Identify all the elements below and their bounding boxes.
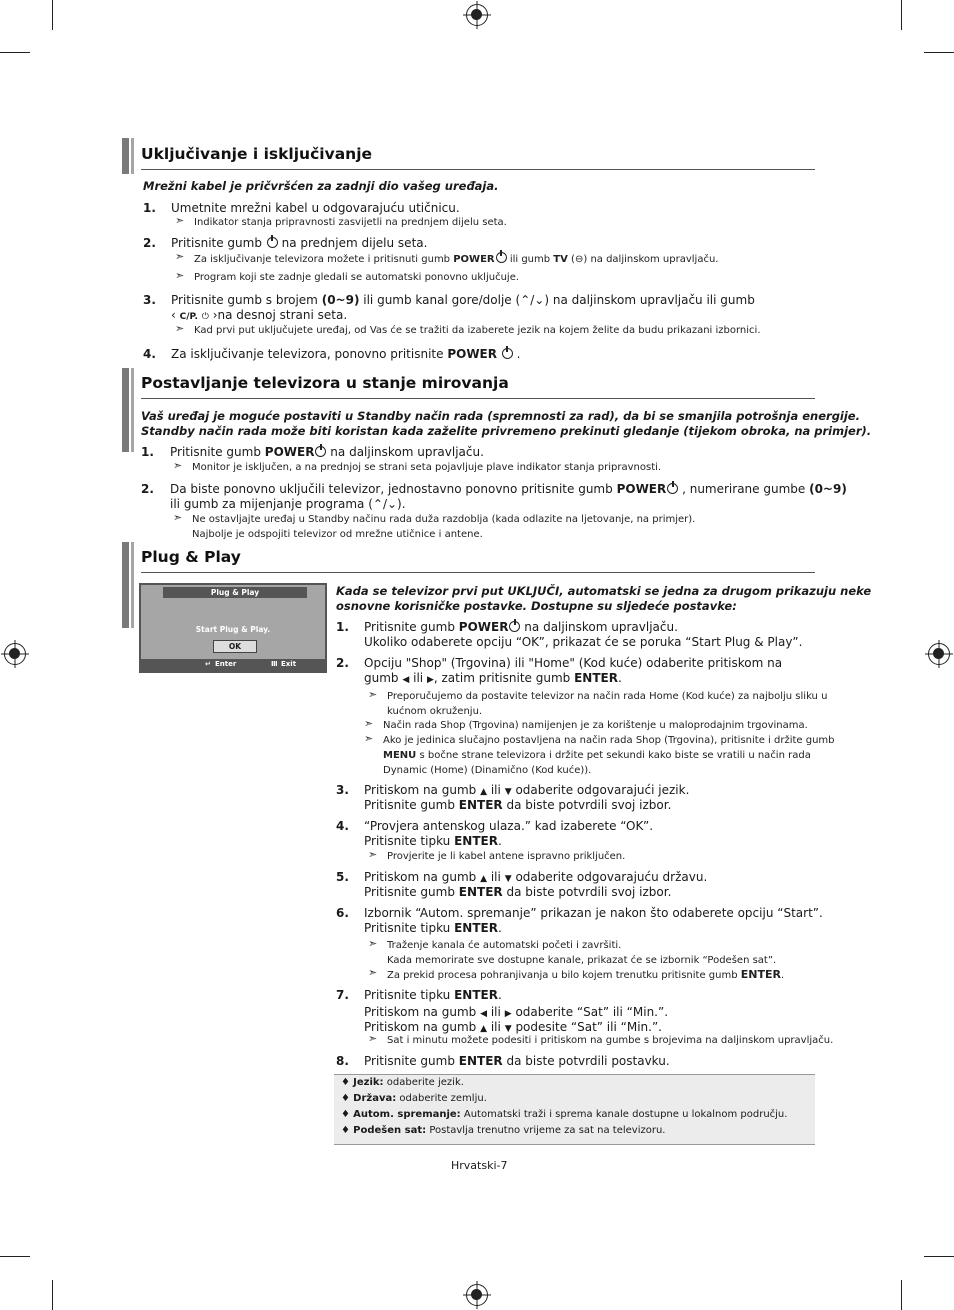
section-bar (122, 368, 129, 452)
power-icon (315, 446, 326, 457)
step-note: kućnom okruženju. (387, 706, 483, 717)
step-note: Način rada Shop (Trgovina) namijenjen je za korištenje u maloprodajnim trgovinama. (383, 720, 808, 731)
crop-mark (924, 1256, 954, 1257)
registration-mark-icon (928, 643, 950, 665)
section-title: Plug & Play (141, 548, 241, 566)
page-footer: Hrvatski-7 (451, 1159, 508, 1172)
osd-message: Start Plug & Play. (195, 625, 271, 634)
section-intro: Mrežni kabel je pričvršćen za zadnji dio vašeg uređaja. (143, 179, 499, 193)
arrow-down-icon: ▼ (504, 1024, 512, 1034)
settings-legend (334, 1074, 815, 1145)
tv-icon: ⊖ (574, 254, 584, 265)
step-text: Pritiskom na gumb ◀ ili ▶ odaberite “Sat” ili “Min.”. (364, 1005, 669, 1019)
section-bar (122, 542, 129, 628)
note-arrow-icon: ➣ (173, 511, 183, 524)
step-number: 3. (143, 293, 156, 307)
note-arrow-icon: ➣ (175, 214, 185, 227)
arrow-left-icon: ◀ (480, 1009, 488, 1019)
step-number: 3. (336, 783, 349, 797)
step-text: Pritisnite gumb ENTER da biste potvrdili postavku. (364, 1054, 670, 1068)
step-note: Provjerite je li kabel antene ispravno priključen. (387, 851, 626, 862)
step-text: Ukoliko odaberete opciju “OK”, prikazat će se poruka “Start Plug & Play”. (364, 635, 803, 649)
power-icon (509, 621, 520, 632)
note-arrow-icon: ➣ (368, 937, 378, 950)
step-text: gumb ◀ ili ▶, zatim pritisnite gumb ENTER. (364, 671, 622, 685)
osd-ok-button[interactable]: OK (213, 640, 257, 653)
channel-up-icon: ⌃ (520, 293, 531, 307)
osd-exit-label: Exit (281, 660, 297, 668)
note-arrow-icon: ➣ (173, 459, 183, 472)
arrow-right-icon: ▶ (504, 1009, 512, 1019)
step-number: 6. (336, 906, 349, 920)
step-note: Za isključivanje televizora možete i pritisnuti gumb POWER ili gumb TV (⊖) na daljinskom upravljaču. (194, 254, 719, 265)
step-note: Kada memorirate sve dostupne kanale, prikazat će se izbornik “Podešen sat”. (387, 955, 777, 966)
step-number: 4. (143, 347, 156, 361)
section-title: Uključivanje i isključivanje (141, 145, 373, 163)
legend-item: ♦ Država: odaberite zemlju. (341, 1093, 487, 1104)
legend-item: ♦ Autom. spremanje: Automatski traži i sprema kanale dostupne u lokalnom području. (341, 1109, 788, 1120)
step-number: 1. (141, 445, 154, 459)
crop-mark (52, 1280, 53, 1310)
step-note: Program koji ste zadnje gledali se automatski ponovno uključuje. (194, 272, 520, 283)
step-text: Pritisnite gumb ENTER da biste potvrdili svoj izbor. (364, 798, 672, 812)
registration-mark-icon (466, 1284, 488, 1306)
section-rule (141, 572, 815, 573)
note-arrow-icon: ➣ (175, 269, 185, 282)
section-title: Postavljanje televizora u stanje mirovanja (141, 374, 509, 392)
step-note: Ne ostavljajte uređaj u Standby načinu rada duža razdoblja (kada odlazite na ljetovanje, na primjer). (192, 514, 696, 525)
step-note: Kad prvi put uključujete uređaj, od Vas će se tražiti da izaberete jezik na kojem želite da budu prikazani izbornici. (194, 325, 761, 336)
step-text: Za isključivanje televizora, ponovno pritisnite POWER . (171, 347, 521, 361)
step-note: Ako je jedinica slučajno postavljena na način rada Shop (Trgovina), pritisnite i držite gumb (383, 735, 835, 746)
step-text: Pritisnite gumb na prednjem dijelu seta. (171, 236, 428, 250)
section-bar (131, 138, 134, 174)
note-arrow-icon: ➣ (364, 717, 374, 730)
step-number: 2. (336, 656, 349, 670)
channel-up-icon: ⌃ (372, 497, 383, 511)
step-text: Pritisnite gumb POWER na daljinskom upravljaču. (364, 620, 678, 634)
step-text: Pritiskom na gumb ▲ ili ▼ podesite “Sat” ili “Min.”. (364, 1020, 662, 1034)
step-text: Pritisnite gumb s brojem (0~9) ili gumb kanal gore/dolje (⌃/⌄) na daljinskom upravljaču ili gumb (171, 293, 755, 307)
crop-mark (0, 52, 30, 53)
step-number: 1. (336, 620, 349, 634)
chevron-right-icon: › (212, 308, 218, 322)
crop-mark (901, 1280, 902, 1310)
step-text: Opciju "Shop" (Trgovina) ili "Home" (Kod kuće) odaberite pritiskom na (364, 656, 783, 670)
note-arrow-icon: ➣ (368, 966, 378, 979)
section-intro: Standby način rada može biti koristan kada zaželite privremeno prekinuti gledanje (tijekom obroka, na primjer). (141, 424, 872, 438)
step-number: 5. (336, 870, 349, 884)
note-arrow-icon: ➣ (175, 322, 185, 335)
note-arrow-icon: ➣ (368, 1032, 378, 1045)
step-note: MENU s bočne strane televizora i držite pet sekundi kako biste se vratili u način rada (383, 750, 811, 761)
step-number: 2. (143, 236, 156, 250)
step-note: Indikator stanja pripravnosti zasvijetli na prednjem dijelu seta. (194, 217, 507, 228)
exit-icon: Ⅲ (271, 660, 278, 668)
step-note: Dynamic (Home) (Dinamično (Kod kuće)). (383, 765, 592, 776)
registration-mark-icon (4, 643, 26, 665)
arrow-left-icon: ◀ (402, 675, 410, 685)
step-number: 8. (336, 1054, 349, 1068)
step-text: Da biste ponovno uključili televizor, jednostavno ponovno pritisnite gumb POWER , numerirane gumbe (0~9) (170, 482, 847, 496)
step-note: Preporučujemo da postavite televizor na način rada Home (Kod kuće) za najbolju sliku u (387, 691, 828, 702)
power-icon (502, 348, 513, 359)
step-text: Umetnite mrežni kabel u odgovarajuću utičnicu. (171, 201, 460, 215)
legend-item: ♦ Jezik: odaberite jezik. (341, 1077, 464, 1088)
arrow-right-icon: ▶ (426, 675, 434, 685)
registration-mark-icon (466, 4, 488, 26)
crop-mark (924, 52, 954, 53)
osd-title: Plug & Play (163, 587, 307, 598)
arrow-down-icon: ▼ (504, 787, 512, 797)
step-text: Pritisnite tipku ENTER. (364, 921, 502, 935)
arrow-down-icon: ▼ (504, 874, 512, 884)
step-text: Pritisnite tipku ENTER. (364, 988, 502, 1002)
section-bar (131, 542, 134, 628)
step-text: Pritisnite gumb ENTER da biste potvrdili svoj izbor. (364, 885, 672, 899)
legend-item: ♦ Podešen sat: Postavlja trenutno vrijeme za sat na televizoru. (341, 1125, 666, 1136)
step-text: ili gumb za mijenjanje programa (⌃/⌄). (170, 497, 406, 511)
crop-mark (52, 0, 53, 30)
channel-down-icon: ⌄ (386, 497, 398, 511)
power-icon (496, 252, 507, 263)
step-number: 7. (336, 988, 349, 1002)
step-note: Za prekid procesa pohranjivanja u bilo kojem trenutku pritisnite gumb ENTER. (387, 968, 785, 981)
step-text: Pritiskom na gumb ▲ ili ▼ odaberite odgovarajuću državu. (364, 870, 708, 884)
step-text: Pritisnite tipku ENTER. (364, 834, 502, 848)
step-note: Sat i minutu možete podesiti i pritiskom na gumbe s brojevima na daljinskom upravljaču. (387, 1035, 834, 1046)
power-icon (267, 237, 278, 248)
arrow-up-icon: ▲ (480, 1024, 488, 1034)
arrow-up-icon: ▲ (480, 787, 488, 797)
step-text: Izbornik “Autom. spremanje” prikazan je nakon što odaberete opciju “Start”. (364, 906, 823, 920)
section-intro: Kada se televizor prvi put UKLJUČI, automatski se jedna za drugom prikazuju neke (336, 584, 872, 598)
step-text: Pritisnite gumb POWER na daljinskom upravljaču. (170, 445, 484, 459)
step-note: Najbolje je odspojiti televizor od mrežne utičnice i antene. (192, 529, 483, 540)
crop-mark (0, 1256, 30, 1257)
note-arrow-icon: ➣ (175, 250, 185, 263)
power-icon (667, 483, 678, 494)
note-arrow-icon: ➣ (368, 848, 378, 861)
step-text: Pritiskom na gumb ▲ ili ▼ odaberite odgovarajući jezik. (364, 783, 690, 797)
osd-enter-label: Enter (215, 660, 237, 668)
step-number: 1. (143, 201, 156, 215)
section-intro: Vaš uređaj je moguće postaviti u Standby način rada (spremnosti za rad), da bi se smanjila potrošnja energije. (141, 409, 860, 423)
step-number: 4. (336, 819, 349, 833)
crop-mark (901, 0, 902, 30)
section-bar (131, 368, 134, 452)
note-arrow-icon: ➣ (368, 688, 378, 701)
step-note: Traženje kanala će automatski početi i završiti. (387, 940, 622, 951)
step-note: Monitor je isključen, a na prednjoj se strani seta pojavljuje plave indikator stanja pripravnosti. (192, 462, 662, 473)
section-intro: osnovne korisničke postavke. Dostupne su sljedeće postavke: (336, 599, 737, 613)
arrow-up-icon: ▲ (480, 874, 488, 884)
enter-icon: ↵ (205, 660, 211, 668)
power-small-icon: ⏻ (201, 312, 209, 322)
channel-down-icon: ⌄ (534, 293, 545, 307)
osd-footer (141, 659, 325, 671)
section-rule (141, 398, 815, 399)
section-bar (122, 138, 129, 174)
note-arrow-icon: ➣ (364, 732, 374, 745)
chevron-left-icon: ‹ (171, 308, 176, 322)
plug-and-play-screen (139, 583, 327, 673)
step-text: ‹ C/P. ⏻ ›na desnoj strani seta. (171, 308, 348, 322)
section-rule (141, 169, 815, 170)
step-text: “Provjera antenskog ulaza.” kad izaberete “OK”. (364, 819, 654, 833)
step-number: 2. (141, 482, 154, 496)
